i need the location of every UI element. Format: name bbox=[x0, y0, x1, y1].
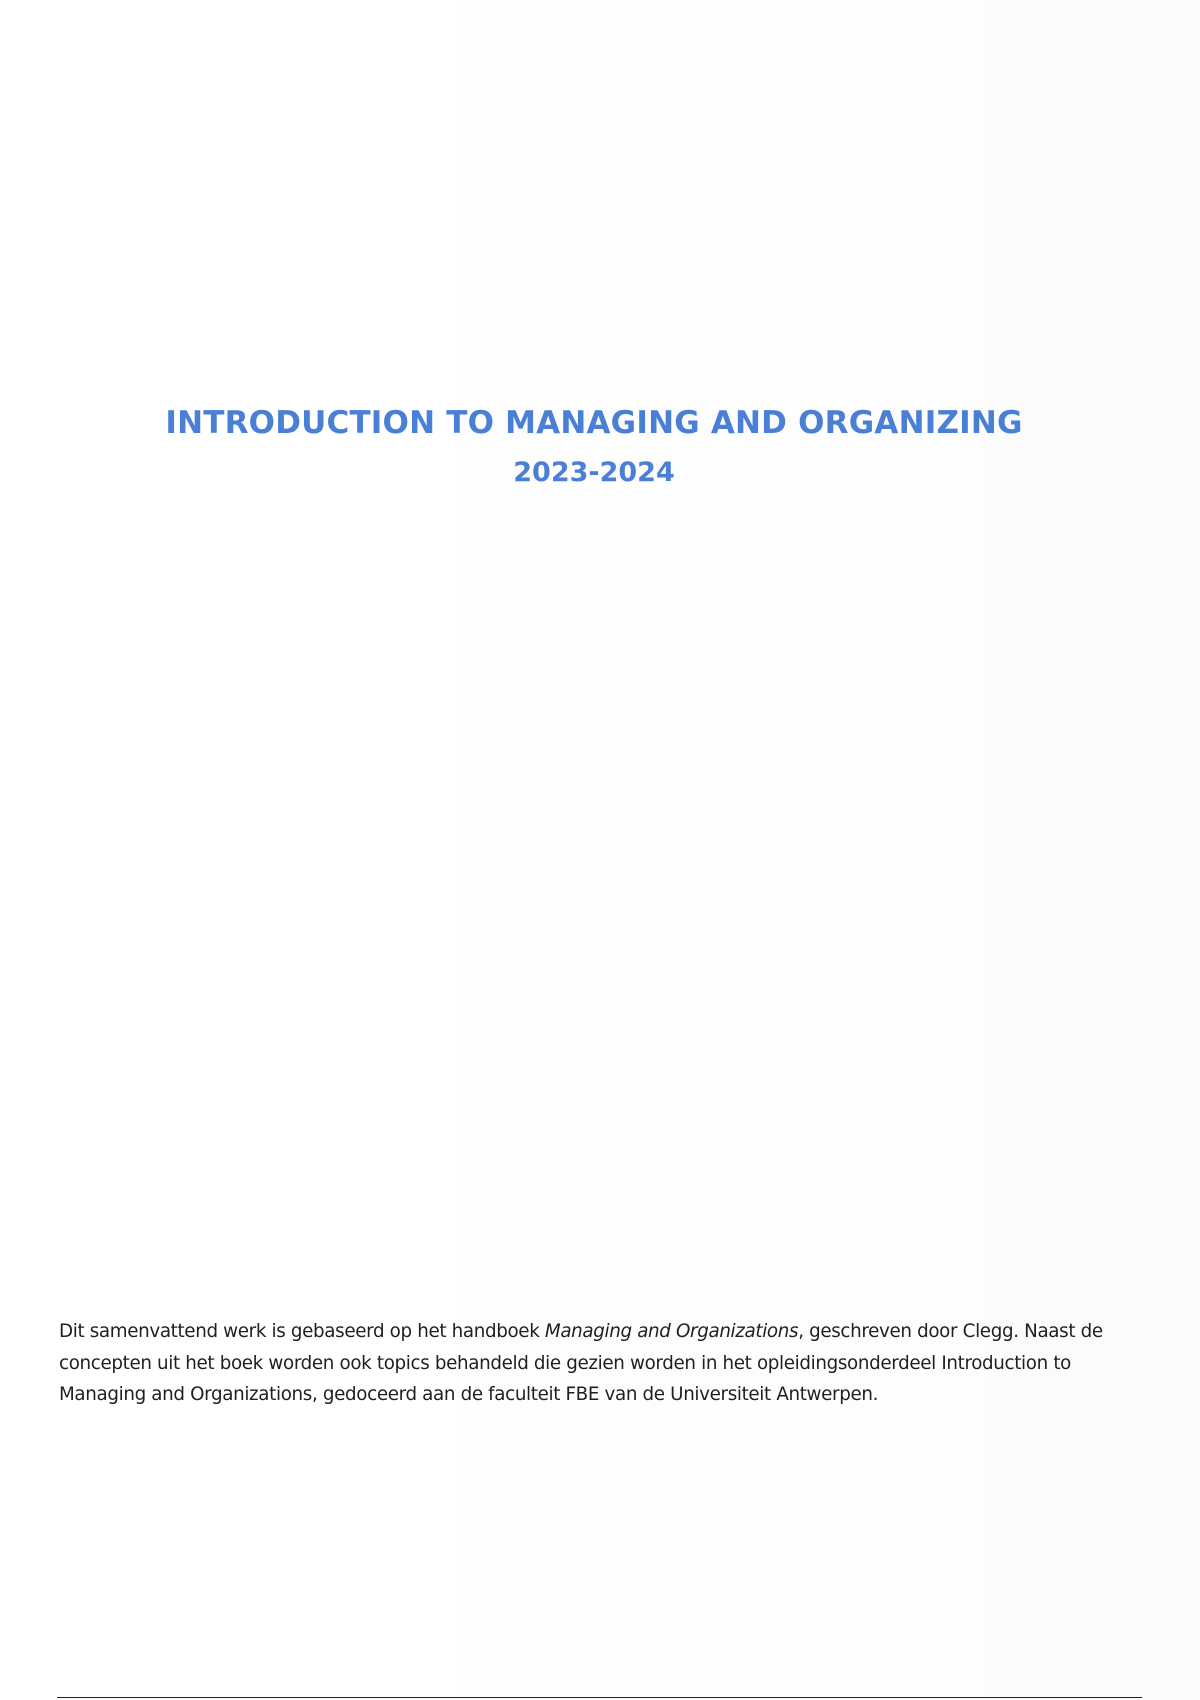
document-title: INTRODUCTION TO MANAGING AND ORGANIZING bbox=[165, 405, 1023, 441]
summary-paragraph bbox=[59, 1316, 1149, 1411]
academic-year: 2023-2024 bbox=[513, 457, 675, 488]
title-block bbox=[0, 398, 1188, 498]
footer-divider bbox=[57, 1697, 1142, 1698]
book-title: Managing and Organizations bbox=[544, 1321, 799, 1342]
summary-text-end: , geschreven door Clegg. Naast de concepten uit het boek worden ook topics behandeld die gezien worden in het opleidingsonderdeel Introduction to Managing and Organizations, gedoceerd aan de faculteit FBE van de Universiteit Antwerpen. bbox=[59, 1321, 1103, 1405]
summary-text-start: Dit samenvattend werk is gebaseerd op het handboek bbox=[59, 1321, 545, 1342]
